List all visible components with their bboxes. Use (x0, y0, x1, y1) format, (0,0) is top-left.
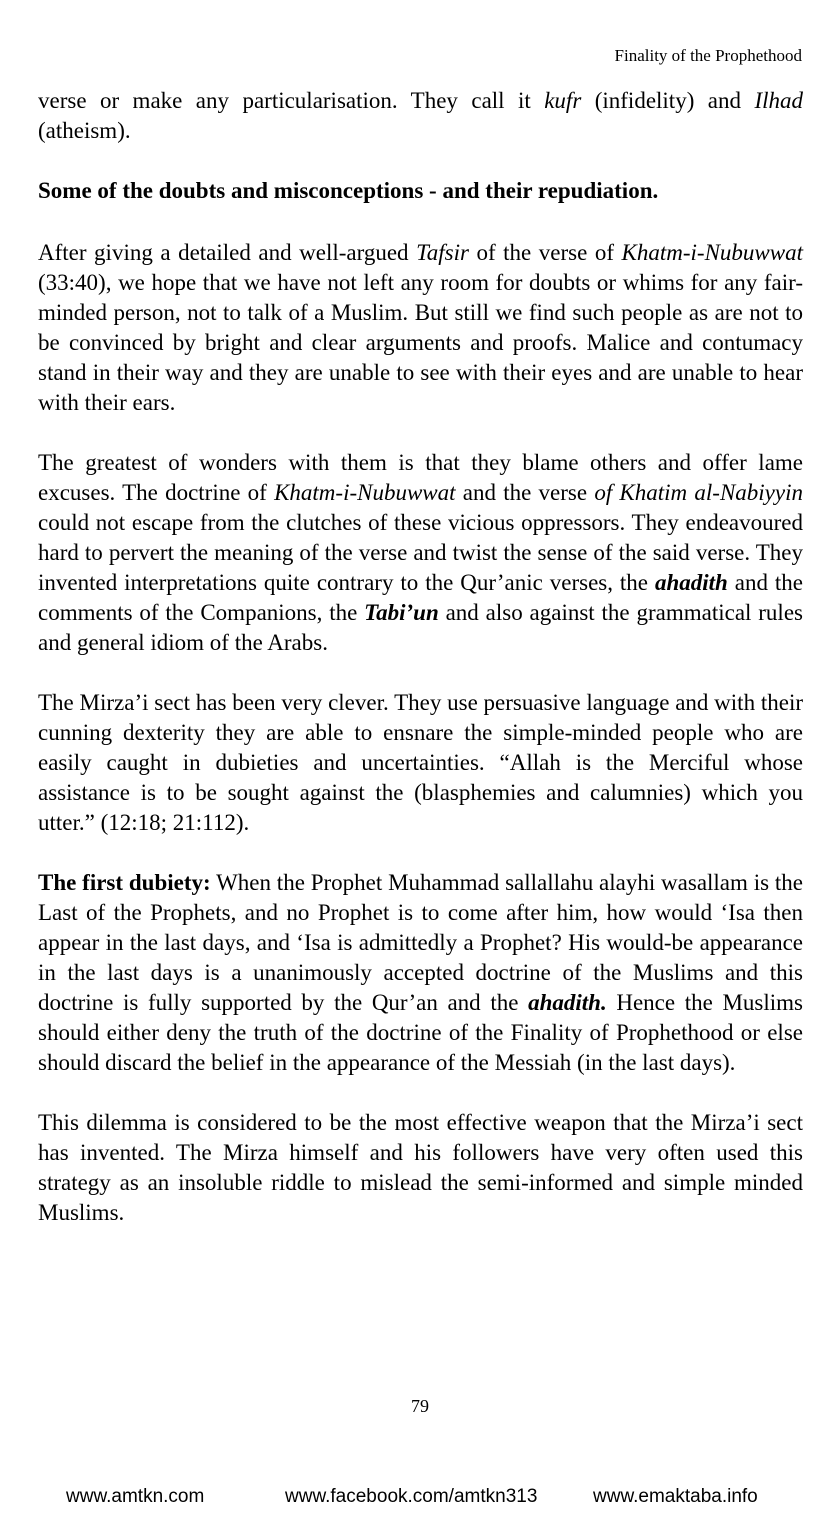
bold-lead: The first dubiety: (38, 870, 211, 895)
text-run: (infidelity) and (581, 88, 755, 113)
italic-term: of Khatim al-Nabiyyin (594, 480, 803, 505)
paragraph-tafsir (38, 238, 803, 418)
text-run: and also against the grammatical rules and general idiom of the Arabs. (38, 600, 803, 655)
footer-link-emaktaba[interactable]: www.emaktaba.info (593, 1486, 758, 1507)
bold-italic-term: ahadith (654, 570, 728, 595)
section-heading: Some of the doubts and misconceptions - and their repudiation. (38, 178, 659, 203)
italic-term: kufr (544, 88, 582, 113)
paragraph-continuation (38, 86, 803, 146)
page-number: 79 (411, 1396, 429, 1416)
text-run: Hence the Muslims should either deny the truth of the doctrine of the Finality of Prophethood or else should discard the belief in the appearance of the Messiah (in the last days). (38, 990, 804, 1075)
bold-italic-term: ahadith. (528, 990, 607, 1015)
page-body (38, 86, 803, 1228)
paragraph-wonders (38, 448, 803, 658)
text-run: (33:40), we hope that we have not left any room for doubts or whims for any fair-minded person, not to talk of a Muslim. But still we find such people as are not to be convinced by bright and clear arguments and proofs. Malice and contumacy stand in their way and they are unable to see with their eyes and are unable to hear with their ears. (38, 270, 803, 415)
text-run: The greatest of wonders with them is that they blame others and offer lame excuses. The doctrine of (38, 450, 803, 505)
paragraph-first-dubiety (38, 868, 803, 1078)
text-run: and the verse (455, 480, 595, 505)
text-run: After giving a detailed and well-argued (38, 240, 417, 265)
text-run: When the Prophet Muhammad sallallahu alayhi wasallam is the Last of the Prophets, and no Prophet is to come after him, how would ‘Isa then appear in the last days, and ‘Isa is admittedly a Prophet? His would-be appearance in the last days is a unanimously accepted doctrine of the Muslims and this doctrine is fully supported by the Qur’an and the (38, 870, 803, 1015)
text-run: (atheism). (38, 118, 131, 143)
text-run: of the verse of (468, 240, 622, 265)
italic-term: Khatm-i-Nubuwwat (274, 480, 456, 505)
footer-link-facebook[interactable]: www.facebook.com/amtkn313 (285, 1486, 538, 1507)
text-run: and the comments of the Companions, the (38, 570, 803, 625)
text-run: could not escape from the clutches of these vicious oppressors. They endeavoured hard to pervert the meaning of the verse and twist the sense of the said verse. They invented interpretations quite contrary to the Qur’anic verses, the (38, 510, 803, 595)
italic-term: Khatm-i-Nubuwwat (621, 240, 803, 265)
paragraph-dilemma: This dilemma is considered to be the most effective weapon that the Mirza’i sect has invented. The Mirza himself and his followers have very often used this strategy as an insoluble riddle to mislead the semi-informed and simple minded Muslims. (38, 1110, 803, 1225)
bold-italic-term: Tabi’un (364, 600, 439, 625)
italic-term: Tafsir (416, 240, 469, 265)
running-head: Finality of the Prophethood (614, 46, 802, 65)
footer-link-amtkn[interactable]: www.amtkn.com (66, 1486, 205, 1507)
italic-term: Ilhad (754, 88, 803, 113)
text-run: verse or make any particularisation. They call it (38, 88, 545, 113)
paragraph-mirzai-sect: The Mirza’i sect has been very clever. They use persuasive language and with their cunning dexterity they are able to ensnare the simple-minded people who are easily caught in dubieties and uncertainties. “Allah is the Merciful whose assistance is to be sought against the (blasphemies and calumnies) which you utter.” (12:18; 21:112). (38, 690, 803, 835)
